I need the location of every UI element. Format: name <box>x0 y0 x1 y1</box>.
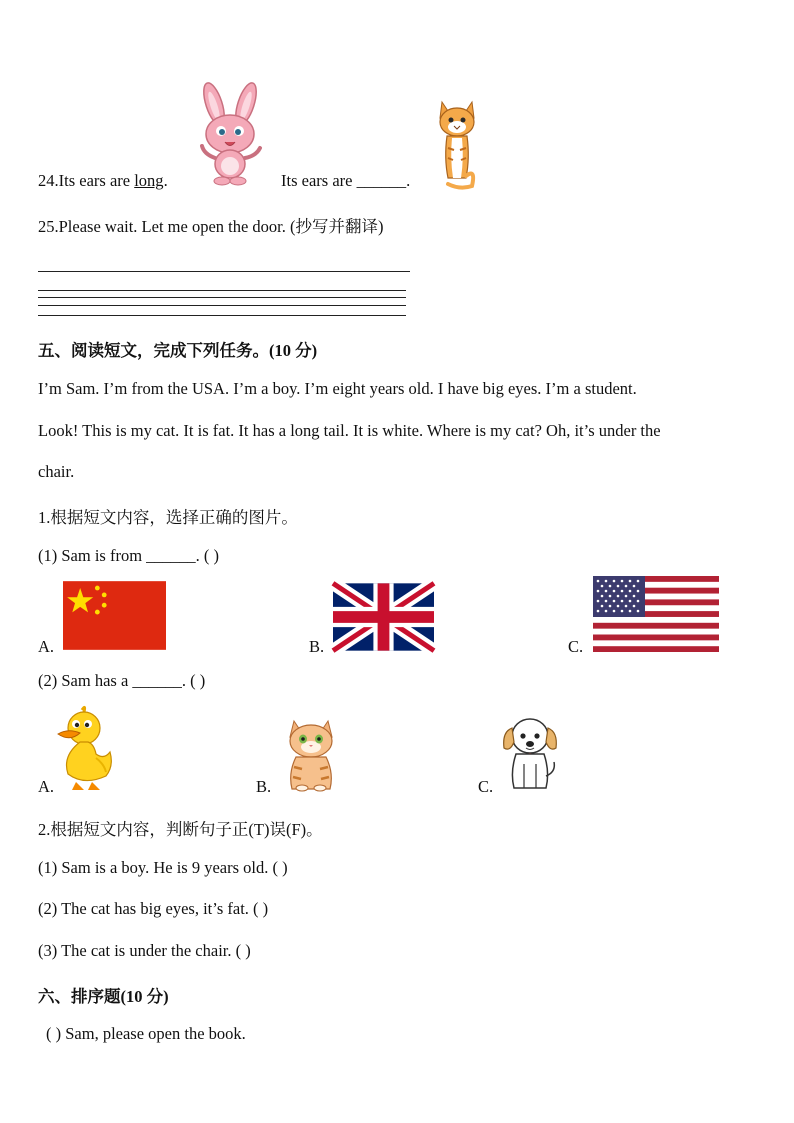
task2-title: 2.根据短文内容，判断句子正(T)误(F)。 <box>38 820 323 839</box>
pink-rabbit-icon <box>190 84 270 188</box>
task2-item-2: (2) The cat has big eyes, it’s fat. ( ) <box>38 899 269 918</box>
section5-heading: 五、阅读短文，完成下列任务。(10 分) <box>38 341 318 360</box>
uk-flag-icon <box>333 583 434 651</box>
orange-cat-icon <box>436 98 478 188</box>
usa-flag-icon <box>593 576 719 652</box>
q1-option-c: C. <box>568 637 584 656</box>
q24-part2: Its ears are ______. <box>281 171 411 190</box>
section6-item-1: ( ) Sam, please open the book. <box>46 1024 246 1043</box>
china-flag-icon <box>63 580 166 651</box>
writing-line-4 <box>38 305 406 306</box>
passage-line-2: Look! This is my cat. It is fat. It has a long tail. It is white. Where is my cat? Oh, it’s under the <box>38 421 661 440</box>
puppy-icon <box>500 714 560 791</box>
q24-answer: long <box>134 171 164 190</box>
q25-text: 25.Please wait. Let me open the door. (抄写并翻译) <box>38 217 384 236</box>
q24-end: . <box>163 171 168 190</box>
q2-option-a: A. <box>38 777 55 796</box>
writing-line-2 <box>38 290 406 291</box>
writing-line-5 <box>38 315 406 316</box>
task2-item-1: (1) Sam is a boy. He is 9 years old. ( ) <box>38 858 288 877</box>
q24-line <box>38 171 168 191</box>
task2-item-3: (3) The cat is under the chair. ( ) <box>38 941 251 960</box>
writing-line-3 <box>38 297 406 298</box>
section6-heading: 六、排序题(10 分) <box>38 987 169 1006</box>
q1-option-b: B. <box>309 637 325 656</box>
duck-icon <box>54 706 118 792</box>
q24-prefix: 24.Its ears are <box>38 171 135 190</box>
passage-line-1: I’m Sam. I’m from the USA. I’m a boy. I’m eight years old. I have big eyes. I’m a student. <box>38 379 637 398</box>
q2-option-b: B. <box>256 777 272 796</box>
task1-q1: (1) Sam is from ______. ( ) <box>38 546 220 565</box>
passage-line-3: chair. <box>38 462 75 481</box>
q2-option-c: C. <box>478 777 494 796</box>
writing-line-1 <box>38 271 410 272</box>
task1-title: 1.根据短文内容，选择正确的图片。 <box>38 508 298 527</box>
task1-q2: (2) Sam has a ______. ( ) <box>38 671 206 690</box>
kitten-icon <box>280 717 342 791</box>
q1-option-a: A. <box>38 637 55 656</box>
